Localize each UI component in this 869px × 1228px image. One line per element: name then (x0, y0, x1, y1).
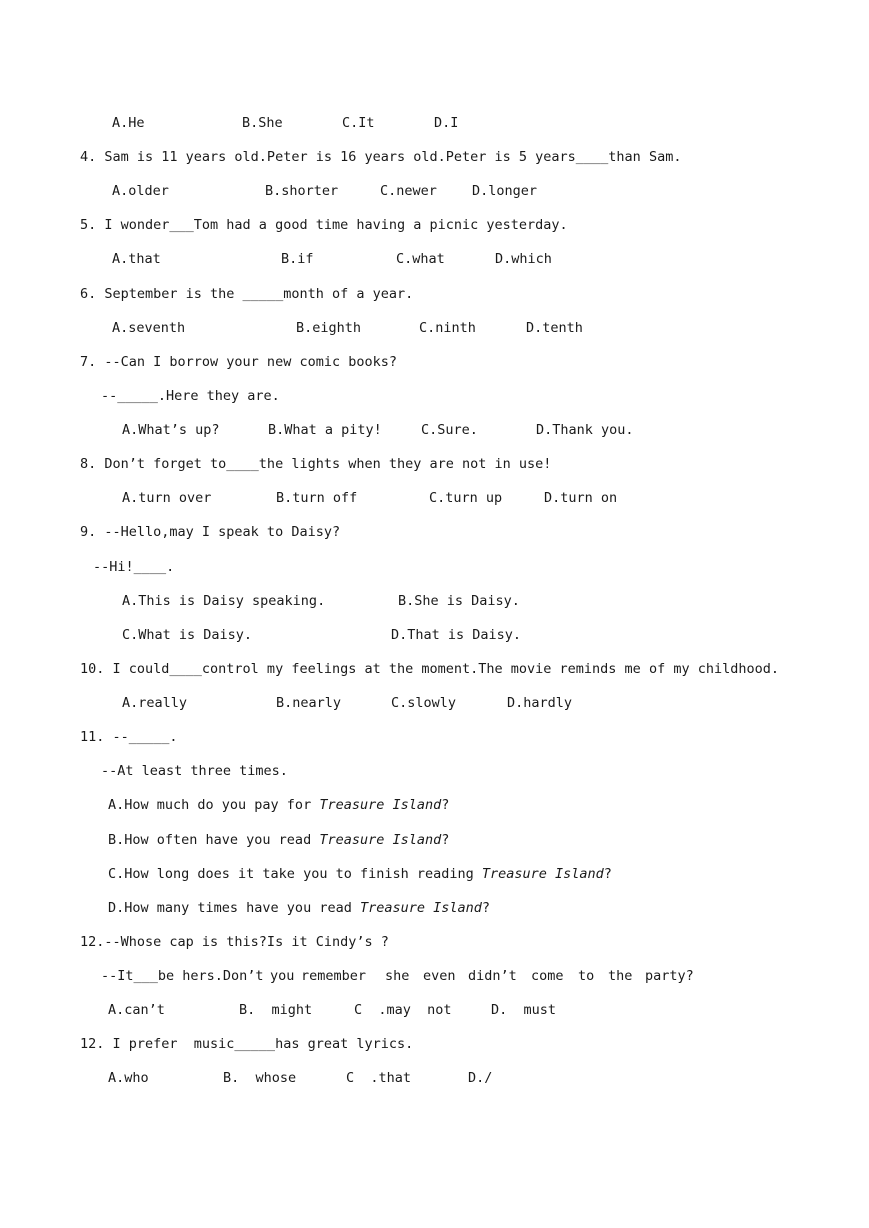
q9-stem: 9. --Hello,may I speak to Daisy? (80, 524, 341, 540)
q6-stem: 6. September is the _____month of a year. (80, 286, 414, 302)
q5-option-b: B.if (281, 251, 314, 267)
q11-option-c: C.How long does it take you to finish reading Treasure Island? (108, 866, 612, 882)
q10-stem: 10. I could____control my feelings at the moment.The movie reminds me of my childhood. (80, 661, 779, 677)
q12a-reply-8: to (578, 968, 595, 984)
q12a-reply-6: didn’t (468, 968, 517, 984)
q3-option-d: D.I (434, 115, 459, 131)
q6-option-c: C.ninth (419, 320, 476, 336)
book-title: Treasure Island (319, 832, 442, 848)
q8-option-d: D.turn on (544, 490, 618, 506)
q12a-reply-10: party? (645, 968, 694, 984)
q11-option-b: B.How often have you read Treasure Island? (108, 832, 450, 848)
q12a-reply-3: remember (301, 968, 367, 984)
q12b-option-a: A.who (108, 1070, 149, 1086)
q3-option-b: B.She (242, 115, 283, 131)
q11-reply: --At least three times. (101, 763, 288, 779)
q10-option-c: C.slowly (391, 695, 457, 711)
q4-option-c: C.newer (380, 183, 437, 199)
q7-option-c: C.Sure. (421, 422, 478, 438)
q8-option-a: A.turn over (122, 490, 212, 506)
q7-option-b: B.What a pity! (268, 422, 382, 438)
q12a-reply-9: the (608, 968, 633, 984)
q7-option-d: D.Thank you. (536, 422, 634, 438)
q11-option-a: A.How much do you pay for Treasure Island? (108, 797, 450, 813)
q8-option-b: B.turn off (276, 490, 358, 506)
q4-stem: 4. Sam is 11 years old.Peter is 16 years old.Peter is 5 years____than Sam. (80, 149, 682, 165)
book-title: Treasure Island (359, 900, 482, 916)
q12b-option-b: B. whose (223, 1070, 297, 1086)
q3-option-c: C.It (342, 115, 375, 131)
q9-option-b: B.She is Daisy. (398, 593, 520, 609)
q9-option-c: C.What is Daisy. (122, 627, 253, 643)
q9-reply: --Hi!____. (93, 559, 175, 575)
q12a-option-c: C .may not (354, 1002, 452, 1018)
q5-option-a: A.that (112, 251, 161, 267)
q6-option-d: D.tenth (526, 320, 583, 336)
q12a-reply-7: come (531, 968, 564, 984)
q11-option-d: D.How many times have you read Treasure Island? (108, 900, 491, 916)
q8-stem: 8. Don’t forget to____the lights when they are not in use! (80, 456, 552, 472)
q10-option-d: D.hardly (507, 695, 573, 711)
book-title: Treasure Island (481, 866, 604, 882)
q8-option-c: C.turn up (429, 490, 503, 506)
q12a-reply-2: you (270, 968, 295, 984)
q5-option-d: D.which (495, 251, 552, 267)
q5-stem: 5. I wonder___Tom had a good time having a picnic yesterday. (80, 217, 568, 233)
q7-option-a: A.What’s up? (122, 422, 220, 438)
q11-stem: 11. --_____. (80, 729, 178, 745)
q4-option-a: A.older (112, 183, 169, 199)
q4-option-b: B.shorter (265, 183, 339, 199)
q12b-option-d: D./ (468, 1070, 493, 1086)
q9-option-d: D.That is Daisy. (391, 627, 522, 643)
q12a-reply-4: she (385, 968, 410, 984)
q12a-stem: 12.--Whose cap is this?Is it Cindy’s ? (80, 934, 389, 950)
q10-option-b: B.nearly (276, 695, 342, 711)
q12a-option-b: B. might (239, 1002, 313, 1018)
q3-option-a: A.He (112, 115, 145, 131)
q12a-option-a: A.can’t (108, 1002, 165, 1018)
q9-option-a: A.This is Daisy speaking. (122, 593, 326, 609)
q12a-reply-5: even (423, 968, 456, 984)
q12a-reply-1: --It___be hers.Don’t (101, 968, 264, 984)
q4-option-d: D.longer (472, 183, 538, 199)
book-title: Treasure Island (319, 797, 442, 813)
q6-option-a: A.seventh (112, 320, 186, 336)
q12a-option-d: D. must (491, 1002, 557, 1018)
q5-option-c: C.what (396, 251, 445, 267)
q7-stem: 7. --Can I borrow your new comic books? (80, 354, 397, 370)
q12b-stem: 12. I prefer music_____has great lyrics. (80, 1036, 414, 1052)
q6-option-b: B.eighth (296, 320, 362, 336)
q12b-option-c: C .that (346, 1070, 412, 1086)
q7-reply: --_____.Here they are. (101, 388, 280, 404)
q10-option-a: A.really (122, 695, 188, 711)
